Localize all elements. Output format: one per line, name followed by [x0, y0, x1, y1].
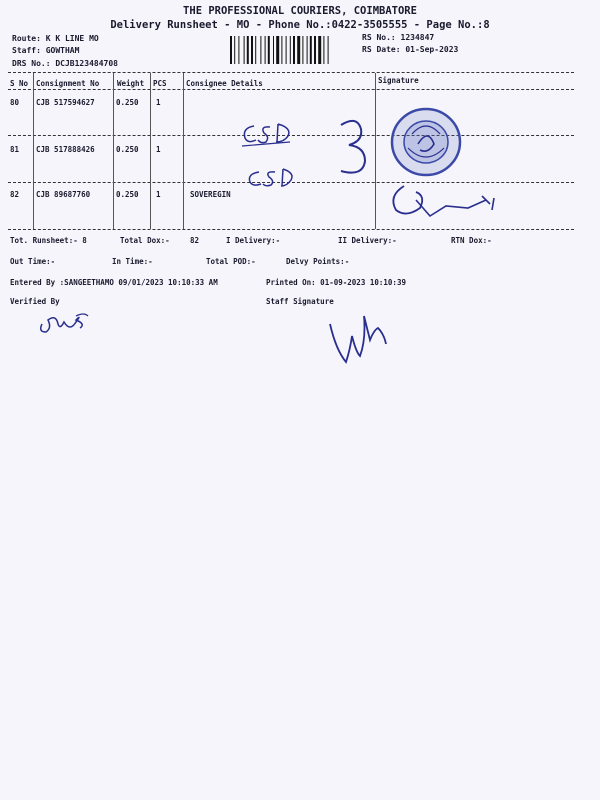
barcode [230, 36, 355, 64]
out-time: Out Time:- [10, 257, 56, 266]
rtn-dox: RTN Dox:- [451, 236, 492, 245]
delvy-points: Delvy Points:- [286, 257, 350, 266]
row-82-consignment: CJB 89687760 [36, 190, 91, 199]
staff-label: Staff: GOWTHAM [12, 46, 80, 55]
row-80-sno: 80 [10, 98, 20, 107]
verified-by-label: Verified By [10, 297, 60, 306]
rs-number: RS No.: 1234847 [362, 33, 435, 42]
row-82-pcs: 1 [156, 190, 161, 199]
col-divider [183, 73, 184, 229]
col-header-consignment: Consignment No [36, 79, 100, 88]
row-81-pcs: 1 [156, 145, 161, 154]
route-label: Route: K K LINE MO [12, 34, 99, 43]
handwritten-csd-mark-2 [245, 166, 305, 192]
row-80-consignment: CJB 517594627 [36, 98, 95, 107]
table-top-rule [8, 72, 574, 73]
printed-on: Printed On: 01-09-2023 10:10:39 [266, 278, 406, 287]
handwritten-csd-mark-1 [240, 120, 300, 150]
row-81-weight: 0.250 [116, 145, 139, 154]
row-80-weight: 0.250 [116, 98, 139, 107]
total-pod: Total POD:- [206, 257, 256, 266]
total-dox-value: 82 [190, 236, 200, 245]
col-divider [375, 73, 376, 229]
staff-signature-label: Staff Signature [266, 297, 334, 306]
col-divider [33, 73, 34, 229]
ii-delivery: II Delivery:- [338, 236, 397, 245]
delivery-stamp [388, 104, 468, 180]
row-82-consignee: SOVEREGIN [190, 190, 231, 199]
handwritten-number-3 [335, 117, 375, 179]
col-header-weight: Weight [117, 79, 145, 88]
row-80-pcs: 1 [156, 98, 161, 107]
tot-runsheet: Tot. Runsheet:- 8 [10, 236, 87, 245]
col-header-pcs: PCS [153, 79, 167, 88]
i-delivery: I Delivery:- [226, 236, 281, 245]
handwritten-signature-row-82 [386, 180, 506, 222]
entered-by: Entered By :SANGEETHAMO 09/01/2023 10:10:33 AM [10, 278, 218, 287]
company-title: THE PROFESSIONAL COURIERS, COIMBATORE [183, 5, 417, 17]
staff-signature [326, 310, 396, 370]
row-82-weight: 0.250 [116, 190, 139, 199]
col-divider [113, 73, 114, 229]
col-header-sno: S No [10, 79, 29, 88]
drs-label: DRS No.: DCJB123484708 [12, 59, 118, 68]
col-header-signature: Signature [378, 76, 419, 85]
in-time: In Time:- [112, 257, 153, 266]
runsheet-subtitle: Delivery Runsheet - MO - Phone No.:0422-3505555 - Page No.:8 [110, 19, 490, 31]
row-82-sno: 82 [10, 190, 20, 199]
row-81-sno: 81 [10, 145, 20, 154]
table-bottom-rule [8, 229, 574, 230]
row-81-consignment: CJB 517888426 [36, 145, 95, 154]
total-dox-label: Total Dox:- [120, 236, 170, 245]
rs-date: RS Date: 01-Sep-2023 [362, 45, 459, 54]
verifier-signature [36, 310, 92, 336]
header-bottom-rule [8, 89, 574, 90]
col-header-consignee: Consignee Details [186, 79, 263, 88]
col-divider [150, 73, 151, 229]
